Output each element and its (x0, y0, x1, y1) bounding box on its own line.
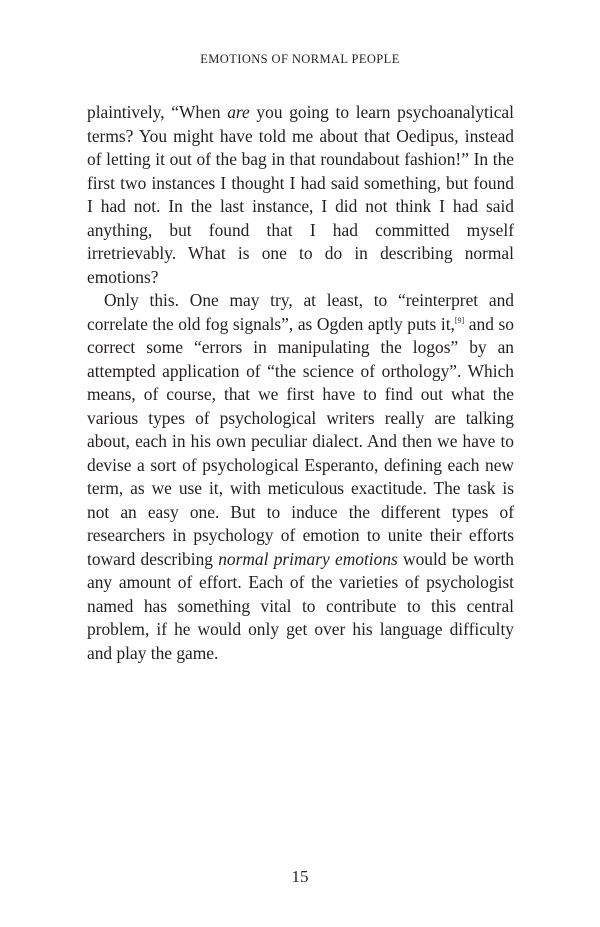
page-number: 15 (291, 867, 309, 886)
text-run: Only this. One may try, at least, to “reinterpret and correlate the old fog signals”, as Ogden aptly puts it, (87, 290, 514, 334)
paragraph-continued (87, 101, 514, 289)
paragraph-only-this (87, 289, 514, 665)
text-run: would be worth any amount of effort. Each of the varieties of psychologist named has something vital to contribute to this central problem, if he would only get over his language difficulty and play the game. (87, 548, 514, 663)
text-run: and so correct some “errors in manipulating the logos” by an attempted application of “the science of orthology”. Which means, of course, that we first have to find out what the various types of psychological writers really are talking about, each in his own peculiar dialect. And then we have to devise a sort of psychological Esperanto, defining each new term, as we use it, with meticulous exactitude. The task is not an easy one. But to induce the different types of researchers in psychology of emotion to unite their efforts toward describing (87, 313, 514, 569)
emphasis-are: are (227, 102, 250, 122)
body-text (87, 101, 514, 665)
text-run: you going to learn psychoanalytical terms? You might have told me about that Oedipus, instead of letting it out of the bag in that roundabout fashion!” In the first two instances I thought I had said something, but found I had not. In the last instance, I did not think I had said anything, but found that I had committed myself irretrievably. What is one to do in describing normal emotions? (87, 102, 514, 287)
text-run: plaintively, “When (87, 102, 228, 122)
running-header: EMOTIONS OF NORMAL PEOPLE (200, 52, 400, 66)
emphasis-normal-primary-emotions: normal primary emotions (218, 548, 398, 569)
footnote-reference[interactable]: [9] (454, 315, 465, 325)
